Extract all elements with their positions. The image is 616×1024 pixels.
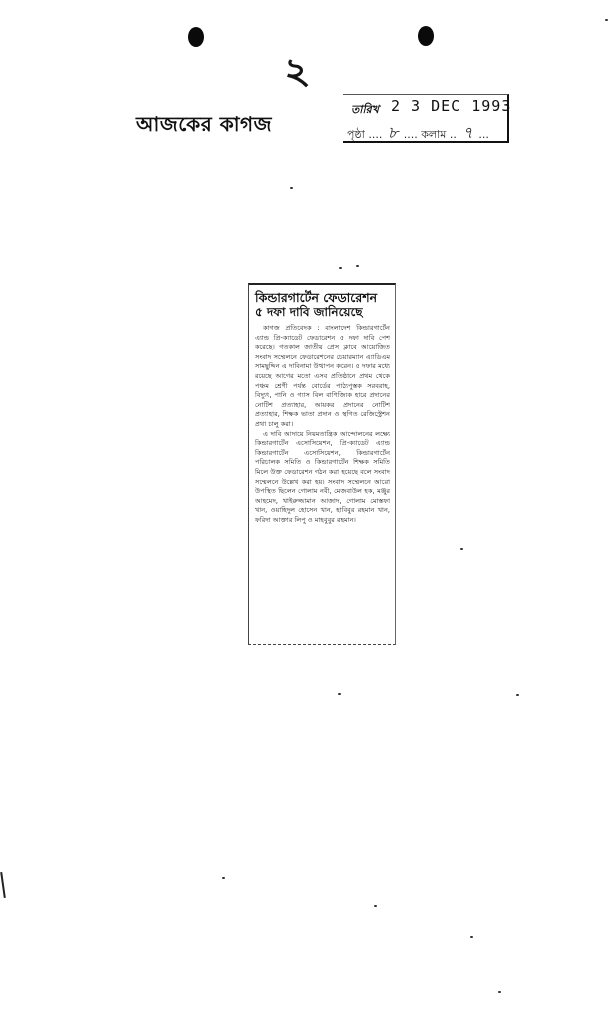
scan-speck bbox=[498, 991, 501, 993]
stamp-column-label: কলাম bbox=[421, 128, 447, 141]
article-headline: কিন্ডারগার্টেন ফেডারেশন bbox=[255, 290, 378, 305]
scan-speck bbox=[338, 693, 341, 695]
scan-speck bbox=[290, 187, 293, 189]
article-body bbox=[255, 324, 390, 525]
margin-mark bbox=[0, 872, 6, 898]
article-paragraph: কাগজ প্রতিবেদক : বাংলাদেশ কিন্ডারগার্টেন এ্যান্ড প্রি-ক্যাডেট ফেডারেশন ৫ দফা দাবি পেশ করেছে। গতকাল জাতীয় প্রেস ক্লাবে আয়োজিত সংবাদ সম্মেলনে ফেডারেশনের চেয়ারম্যান এ্যাডিএম সামছুদ্দিন এ দাবিনামা উত্থাপন করেন। ৫ দফার মধ্যে রয়েছে আগের মতো এসব প্রতিষ্ঠানে প্রথম থেকে পঞ্চম শ্রেণী পর্যন্ত বোর্ডের পাঠ্যপুস্তক সরবরাহ, বিদ্যুৎ, পানি ও গ্যাস বিল বাণিজ্যিক হারে প্রদানের নোটিশ প্রত্যাহার, আয়কর প্রদানের নোটিশ প্রত্যাহার, শিক্ষক ভাতা প্রদান ও স্থগিত রেজিস্ট্রেশন প্রথা চালু করা। bbox=[255, 324, 390, 428]
stamp-column-value: ৭ bbox=[462, 123, 473, 142]
scan-speck bbox=[516, 694, 519, 696]
scan-speck bbox=[470, 936, 473, 938]
stamp-page-column-row: পৃষ্ঠা .... ৮ .... কলাম .. ৭ ... bbox=[347, 123, 489, 142]
scan-speck bbox=[605, 19, 608, 21]
stamp-date: 2 3 DEC 1993 bbox=[391, 97, 512, 115]
scan-speck bbox=[460, 548, 463, 550]
punch-hole-right bbox=[418, 26, 434, 46]
article-subheadline: ৫ দফা দাবি জানিয়েছে bbox=[255, 305, 363, 319]
scan-speck bbox=[222, 877, 225, 879]
page-number-mark: ২ bbox=[281, 47, 312, 95]
stamp-date-label: তারিখ bbox=[351, 103, 379, 116]
punch-hole-left bbox=[188, 27, 204, 47]
date-stamp-box bbox=[343, 94, 512, 143]
scan-speck bbox=[374, 905, 377, 907]
newspaper-source-name: আজকের কাগজ bbox=[136, 112, 273, 136]
newspaper-clipping bbox=[248, 283, 396, 645]
scan-speck bbox=[339, 267, 342, 269]
scan-speck bbox=[356, 265, 359, 267]
stamp-page-value: ৮ bbox=[387, 123, 399, 142]
stamp-page-label: পৃষ্ঠা bbox=[347, 128, 365, 141]
article-paragraph: এ দাবি আদায়ে নিয়মতান্ত্রিক আন্দোলনের লক্ষ্যে কিন্ডারগার্টেন এসোসিয়েশন, প্রি-ক্যাডেট এ্যান্ড কিন্ডারগার্টেন এসোসিয়েশন, কিন্ডারগার্টেন পরিচালক সমিতি ও কিন্ডারগার্টেন শিক্ষক সমিতি মিলে উক্ত ফেডারেশন গঠন করা হয়েছে বলে সংবাদ সম্মেলনে উল্লেখ করা হয়। সংবাদ সম্মেলনে আরো উপস্থিত ছিলেন গোলাম নবী, মেজবাউল হক, মঞ্জুর আহমেদ, খাইরুজ্জামান আজাদ, গোলাম মোস্তফা খান, ওয়াহিদুল হোসেন খান, হাবিবুর রহমান খান, ফরিদা আক্তার লিপু ও মাহবুবুর রহমান। bbox=[255, 429, 390, 524]
